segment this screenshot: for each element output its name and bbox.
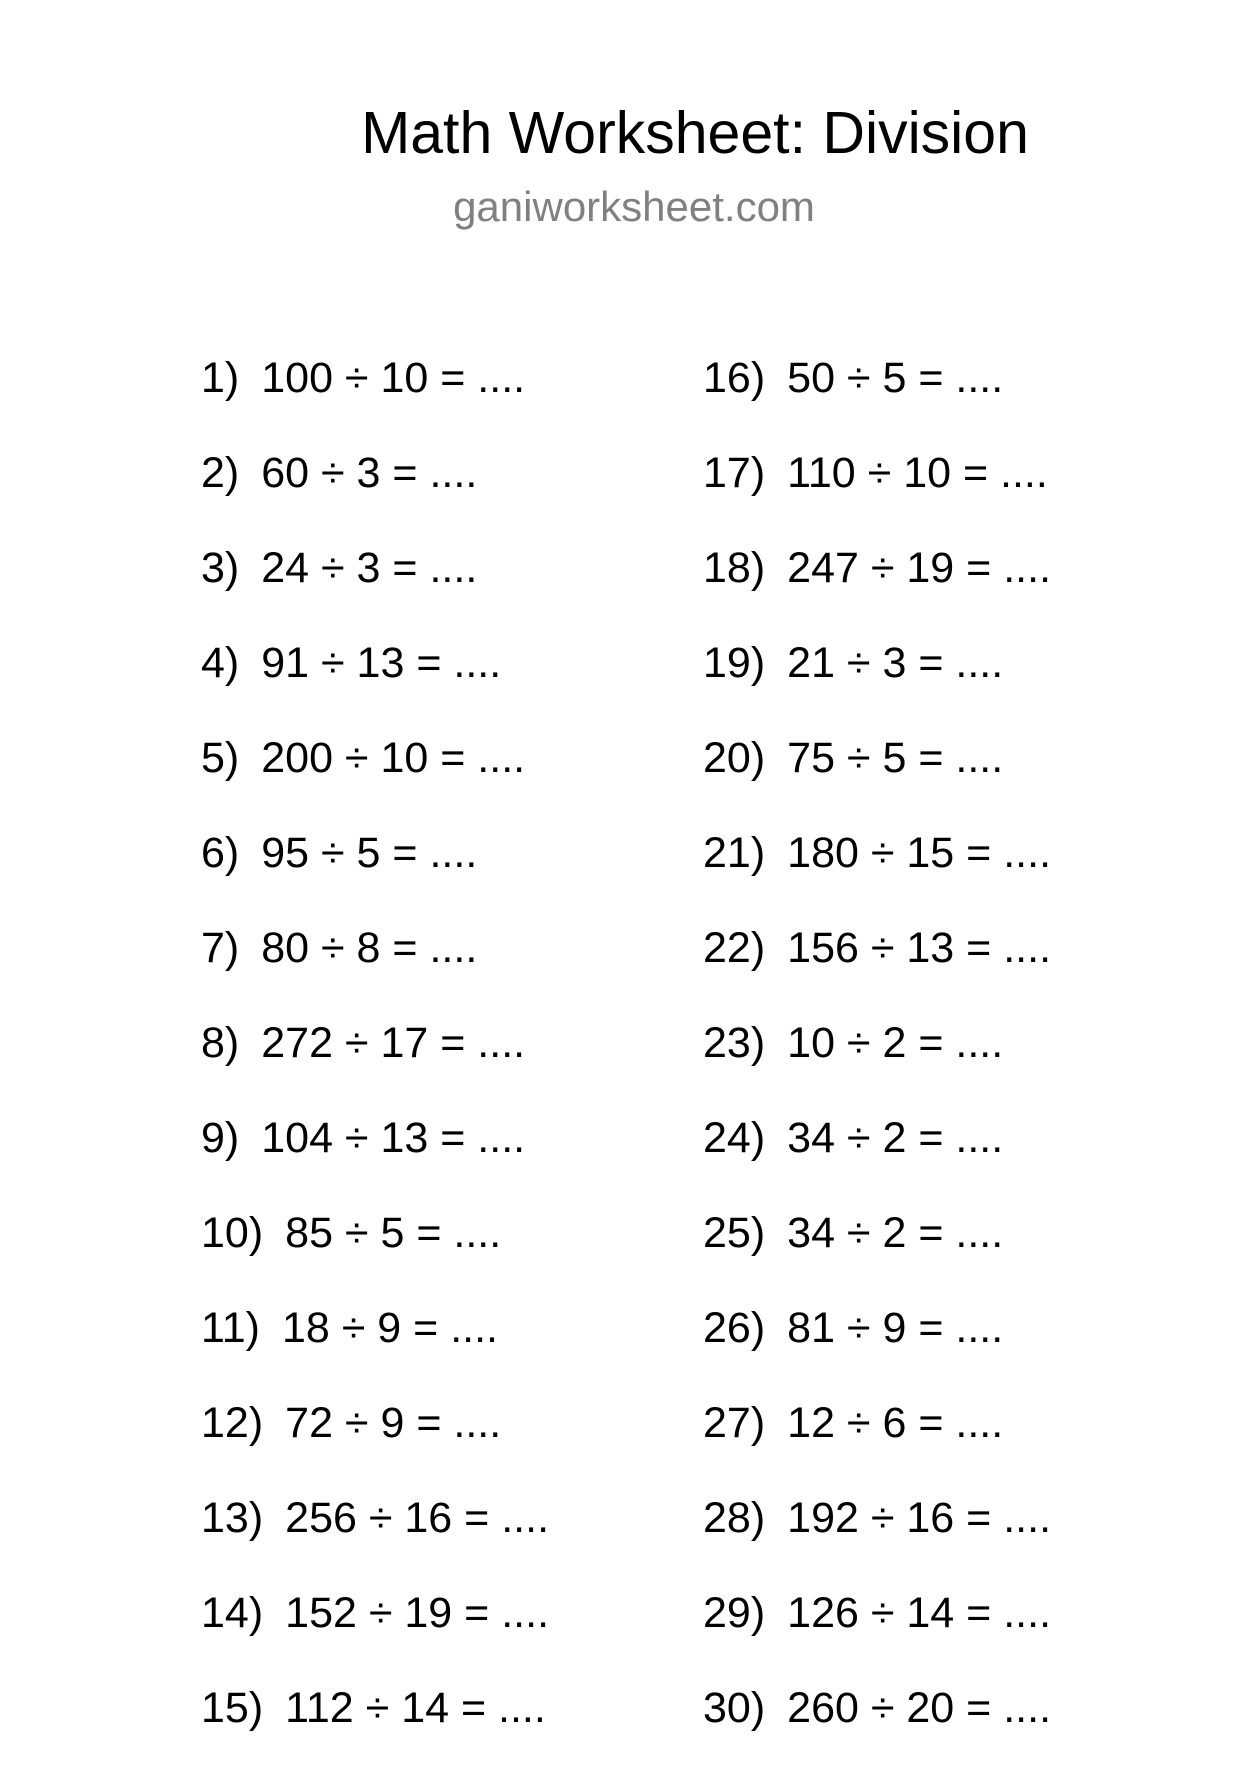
problem-number: 25) [703, 1209, 766, 1257]
problem-item [703, 1112, 1051, 1207]
problem-item [703, 732, 1051, 827]
problem-number: 11) [201, 1304, 260, 1352]
problem-expression: 152 ÷ 19 = .... [285, 1589, 550, 1637]
problem-expression: 18 ÷ 9 = .... [281, 1304, 498, 1352]
problem-expression: 10 ÷ 2 = .... [787, 1019, 1004, 1067]
problem-item [703, 637, 1051, 732]
problem-item [703, 1492, 1051, 1587]
problem-item [201, 1302, 549, 1397]
problem-item [201, 1207, 549, 1302]
problem-item [703, 827, 1051, 922]
problem-expression: 256 ÷ 16 = .... [285, 1494, 550, 1542]
problem-list-right [703, 352, 1051, 1777]
problem-number: 7) [201, 924, 240, 972]
problem-number: 10) [201, 1209, 264, 1257]
problem-item [703, 922, 1051, 1017]
problem-number: 18) [703, 544, 766, 592]
problem-number: 8) [201, 1019, 240, 1067]
problem-expression: 200 ÷ 10 = .... [261, 734, 526, 782]
problem-item [201, 1492, 549, 1587]
problem-item [201, 352, 549, 447]
problem-item [201, 542, 549, 637]
problem-number: 5) [201, 734, 240, 782]
problem-item [703, 1587, 1051, 1682]
problem-expression: 126 ÷ 14 = .... [787, 1589, 1052, 1637]
problem-number: 22) [703, 924, 766, 972]
problem-expression: 72 ÷ 9 = .... [285, 1399, 502, 1447]
problem-number: 26) [703, 1304, 766, 1352]
problem-item [703, 1302, 1051, 1397]
problem-expression: 180 ÷ 15 = .... [787, 829, 1052, 877]
problem-item [703, 542, 1051, 637]
problem-number: 28) [703, 1494, 766, 1542]
problem-item [703, 1017, 1051, 1112]
problem-expression: 156 ÷ 13 = .... [787, 924, 1052, 972]
problem-number: 23) [703, 1019, 766, 1067]
problem-expression: 60 ÷ 3 = .... [261, 449, 478, 497]
problem-list-left [201, 352, 549, 1777]
problem-number: 9) [201, 1114, 240, 1162]
problem-item [201, 827, 549, 922]
problem-item [703, 1207, 1051, 1302]
problem-expression: 21 ÷ 3 = .... [787, 639, 1004, 687]
problem-expression: 100 ÷ 10 = .... [261, 354, 526, 402]
problem-number: 20) [703, 734, 766, 782]
problem-number: 21) [703, 829, 766, 877]
problem-number: 24) [703, 1114, 766, 1162]
problem-expression: 112 ÷ 14 = .... [285, 1684, 546, 1732]
problem-expression: 75 ÷ 5 = .... [787, 734, 1004, 782]
problem-number: 4) [201, 639, 240, 687]
problem-expression: 34 ÷ 2 = .... [787, 1114, 1004, 1162]
problem-expression: 110 ÷ 10 = .... [787, 449, 1048, 497]
problem-number: 17) [703, 449, 766, 497]
problem-number: 30) [703, 1684, 766, 1732]
problem-item [703, 447, 1051, 542]
problem-expression: 104 ÷ 13 = .... [261, 1114, 526, 1162]
problem-expression: 91 ÷ 13 = .... [261, 639, 502, 687]
problem-item [201, 922, 549, 1017]
problem-expression: 272 ÷ 17 = .... [261, 1019, 526, 1067]
problem-expression: 12 ÷ 6 = .... [787, 1399, 1004, 1447]
problem-item [703, 1397, 1051, 1492]
problem-item [201, 1017, 549, 1112]
problem-number: 6) [201, 829, 240, 877]
problem-item [201, 447, 549, 542]
problem-number: 3) [201, 544, 240, 592]
problem-expression: 247 ÷ 19 = .... [787, 544, 1052, 592]
problem-number: 2) [201, 449, 240, 497]
problem-expression: 34 ÷ 2 = .... [787, 1209, 1004, 1257]
problem-expression: 24 ÷ 3 = .... [261, 544, 478, 592]
problem-number: 14) [201, 1589, 264, 1637]
worksheet-title: Math Worksheet: Division [361, 100, 1029, 166]
problem-expression: 260 ÷ 20 = .... [787, 1684, 1052, 1732]
problem-expression: 80 ÷ 8 = .... [261, 924, 478, 972]
problem-expression: 95 ÷ 5 = .... [261, 829, 478, 877]
problem-number: 15) [201, 1684, 264, 1732]
problem-item [201, 1587, 549, 1682]
problem-expression: 85 ÷ 5 = .... [285, 1209, 502, 1257]
problem-number: 13) [201, 1494, 264, 1542]
problem-expression: 81 ÷ 9 = .... [787, 1304, 1004, 1352]
problem-number: 16) [703, 354, 766, 402]
problem-number: 12) [201, 1399, 264, 1447]
problem-number: 27) [703, 1399, 766, 1447]
problem-number: 19) [703, 639, 766, 687]
problem-expression: 192 ÷ 16 = .... [787, 1494, 1052, 1542]
problem-item [201, 637, 549, 732]
problem-item [703, 1682, 1051, 1777]
problem-number: 1) [201, 354, 240, 402]
problem-item [201, 732, 549, 827]
problem-expression: 50 ÷ 5 = .... [787, 354, 1004, 402]
worksheet-source-url: ganiworksheet.com [453, 183, 815, 230]
problem-number: 29) [703, 1589, 766, 1637]
problem-item [201, 1682, 549, 1777]
problem-item [703, 352, 1051, 447]
problem-item [201, 1397, 549, 1492]
problem-item [201, 1112, 549, 1207]
